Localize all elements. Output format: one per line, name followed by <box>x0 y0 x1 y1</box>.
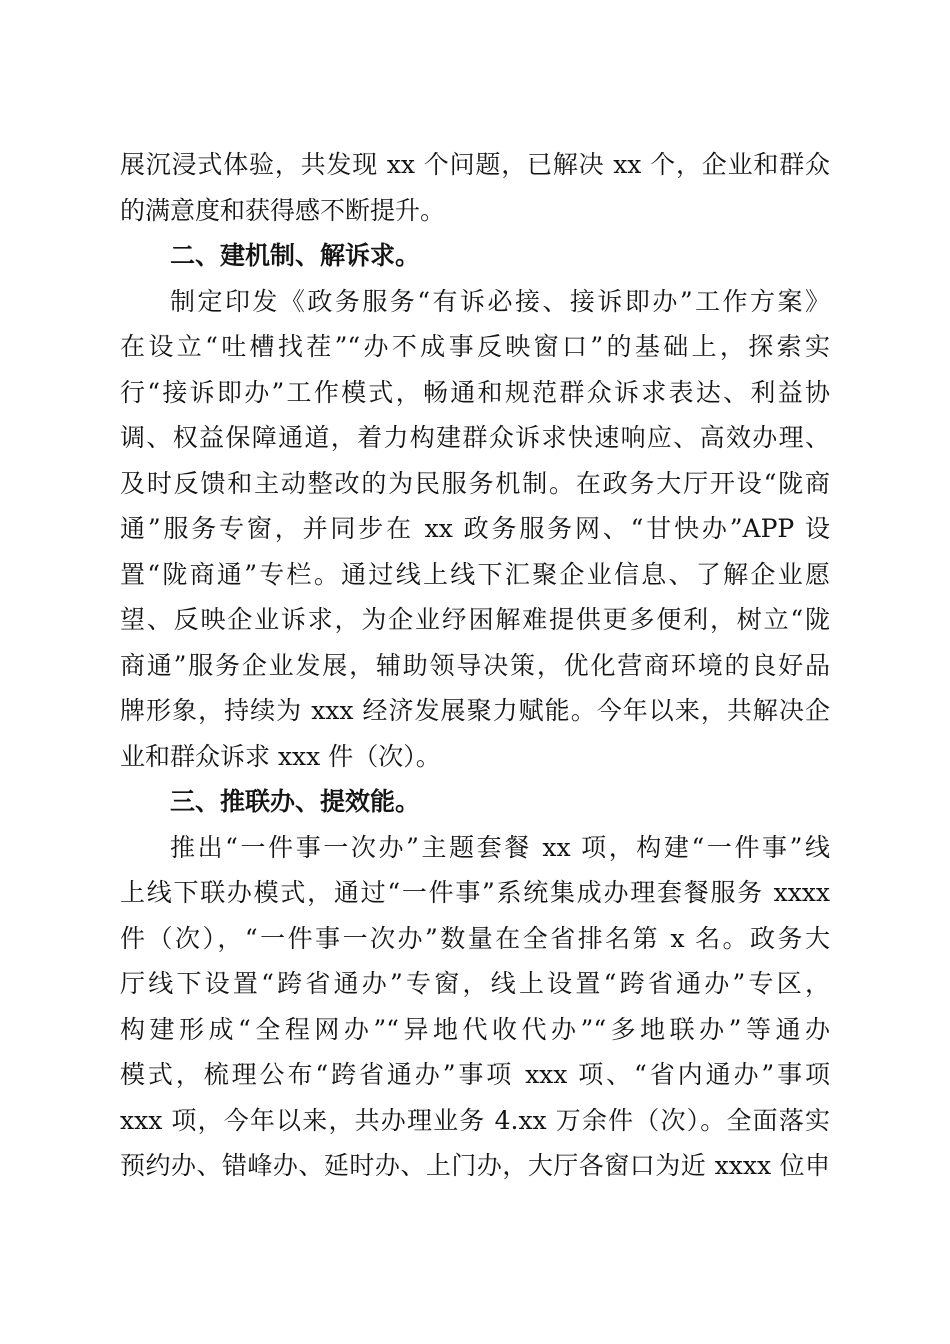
text-line: 商通”服务企业发展，辅助领导决策，优化营商环境的良好品 <box>120 650 830 680</box>
text-line: 望、反映企业诉求，为企业纾困解难提供更多便利，树立“陇 <box>120 605 830 634</box>
paragraph-section-3 <box>120 825 830 1189</box>
text-line: 预约办、错峰办、延时办、上门办，大厅各窗口为近 xxxx 位申 <box>120 1151 830 1180</box>
text-line: 上线下联办模式，通过“一件事”系统集成办理套餐服务 xxxx <box>120 878 830 907</box>
text-line: 构建形成“全程网办”“异地代收代办”“多地联办”等通办 <box>120 1014 830 1044</box>
text-line: 厅线下设置“跨省通办”专窗，线上设置“跨省通办”专区， <box>120 969 830 998</box>
text-line: 业和群众诉求 xxx 件（次）。 <box>120 741 441 771</box>
text-line: 及时反馈和主动整改的为民服务机制。在政务大厅开设“陇商 <box>120 468 830 498</box>
text-line: 制定印发《政务服务“有诉必接、接诉即办”工作方案》 <box>170 286 830 316</box>
section-heading-2: 二、建机制、解诉求。 <box>170 241 421 270</box>
text-line: 行“接诉即办”工作模式，畅通和规范群众诉求表达、利益协 <box>120 377 830 407</box>
text-line: 的满意度和获得感不断提升。 <box>120 195 446 225</box>
section-heading-3: 三、推联办、提效能。 <box>170 787 421 816</box>
text-line: 置“陇商通”专栏。通过线上线下汇聚企业信息、了解企业愿 <box>120 559 830 589</box>
text-line: 牌形象，持续为 xxx 经济发展聚力赋能。今年以来，共解决企 <box>120 696 830 725</box>
text-line: 调、权益保障通道，着力构建群众诉求快速响应、高效办理、 <box>120 423 830 452</box>
paragraph-continuation <box>120 142 830 233</box>
text-line: xxx 项，今年以来，共办理业务 4.xx 万余件（次）。全面落实 <box>120 1105 830 1135</box>
text-line: 通”服务专窗，并同步在 xx 政务服务网、“甘快办”APP 设 <box>120 514 830 543</box>
text-line: 展沉浸式体验，共发现 xx 个问题，已解决 xx 个，企业和群众 <box>120 150 830 179</box>
text-line: 件（次），“一件事一次办”数量在全省排名第 x 名。政务大 <box>120 923 830 953</box>
text-line: 在设立“吐槽找茬”“办不成事反映窗口”的基础上，探索实 <box>120 332 830 361</box>
paragraph-section-2 <box>120 279 830 780</box>
text-line: 推出“一件事一次办”主题套餐 xx 项，构建“一件事”线 <box>170 832 830 862</box>
text-line: 模式，梳理公布“跨省通办”事项 xxx 项、“省内通办”事项 <box>120 1060 830 1089</box>
document-body <box>120 142 830 1189</box>
